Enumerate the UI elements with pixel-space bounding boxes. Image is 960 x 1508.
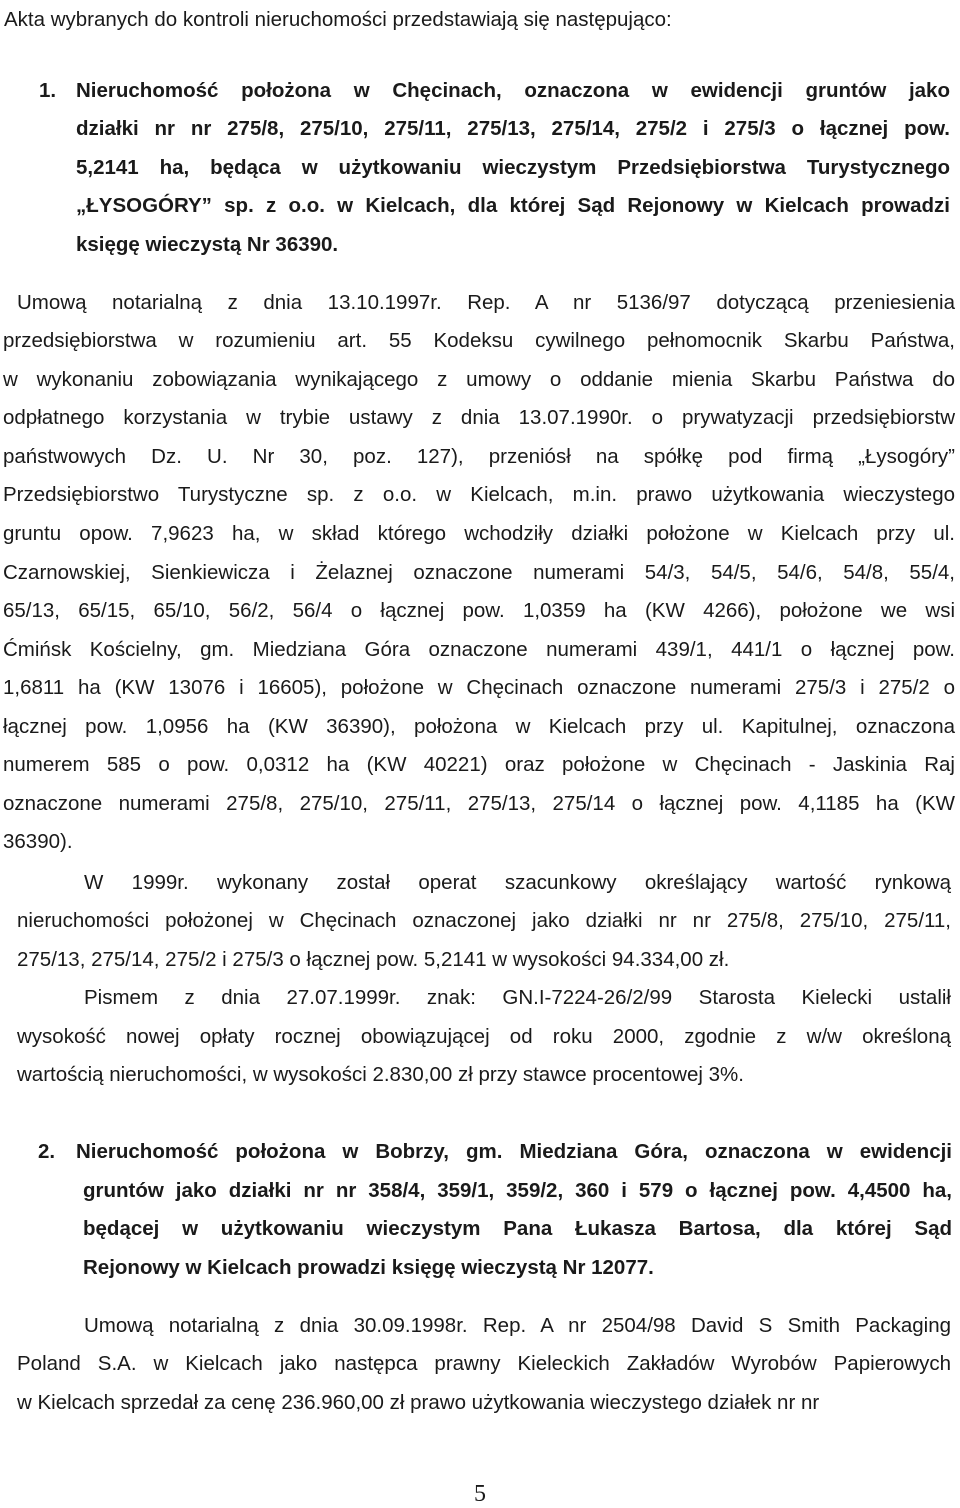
item1-heading-line: 5,2141 ha, będąca w użytkowaniu wieczystym Przedsiębiorstwa Turystycznego xyxy=(76,156,950,179)
item1-para1-line: oznaczone numerami 275/8, 275/10, 275/11, 275/13, 275/14 o łącznej pow. 4,1185 ha (KW xyxy=(3,792,955,815)
item1-para1-line: w wykonaniu zobowiązania wynikającego z umowy o oddanie mienia Skarbu Państwa do xyxy=(3,368,955,391)
item1-para1-line: 65/13, 65/15, 65/10, 56/2, 56/4 o łącznej pow. 1,0359 ha (KW 4266), położone we wsi xyxy=(3,599,955,622)
item1-para1-line: gruntu opow. 7,9623 ha, w skład którego wchodziły działki położone w Kielcach przy ul. xyxy=(3,522,955,545)
item1-para3-line: Pismem z dnia 27.07.1999r. znak: GN.I-7224-26/2/99 Starosta Kielecki ustalił xyxy=(84,986,951,1009)
item2-heading-line: Rejonowy w Kielcach prowadzi księgę wieczystą Nr 12077. xyxy=(83,1256,654,1279)
item2-para1-line: Umową notarialną z dnia 30.09.1998r. Rep. A nr 2504/98 David S Smith Packaging xyxy=(84,1314,951,1337)
item2-heading-line: będącej w użytkowaniu wieczystym Pana Łukasza Bartosa, dla której Sąd xyxy=(83,1217,952,1240)
item1-para1-line: Umową notarialną z dnia 13.10.1997r. Rep. A nr 5136/97 dotyczącą przeniesienia xyxy=(17,291,955,314)
item2-heading-line: gruntów jako działki nr nr 358/4, 359/1, 359/2, 360 i 579 o łącznej pow. 4,4500 ha, xyxy=(83,1179,952,1202)
item2-para1-line: w Kielcach sprzedał za cenę 236.960,00 zł prawo użytkowania wieczystego działek nr nr xyxy=(17,1391,820,1414)
item1-para1-line: Czarnowskiej, Sienkiewicza i Żelaznej oznaczone numerami 54/3, 54/5, 54/6, 54/8, 55/4, xyxy=(3,561,955,584)
item1-para1-line: państwowych Dz. U. Nr 30, poz. 127), przeniósł na spółkę pod firmą „Łysogóry” xyxy=(3,445,955,468)
item1-para1-line: numerem 585 o pow. 0,0312 ha (KW 40221) oraz położone w Chęcinach - Jaskinia Raj xyxy=(3,753,955,776)
item1-heading-line: księgę wieczystą Nr 36390. xyxy=(76,233,339,256)
item1-para3-line: wysokość nowej opłaty rocznej obowiązującej od roku 2000, zgodnie z w/w określoną xyxy=(17,1025,951,1048)
item1-heading-line: działki nr nr 275/8, 275/10, 275/11, 275/13, 275/14, 275/2 i 275/3 o łącznej pow. xyxy=(76,117,950,140)
page-number: 5 xyxy=(474,1481,486,1507)
item1-para2-line: nieruchomości położonej w Chęcinach oznaczonej jako działki nr nr 275/8, 275/10, 275/11, xyxy=(17,909,951,932)
item1-para2-line: 275/13, 275/14, 275/2 i 275/3 o łącznej pow. 5,2141 w wysokości 94.334,00 zł. xyxy=(17,948,730,971)
item1-para1-line: Ćmińsk Kościelny, gm. Miedziana Góra oznaczone numerami 439/1, 441/1 o łącznej pow. xyxy=(3,638,955,661)
item1-para1-line: łącznej pow. 1,0956 ha (KW 36390), położona w Kielcach przy ul. Kapitulnej, oznaczona xyxy=(3,715,955,738)
item1-para2-line: W 1999r. wykonany został operat szacunkowy określający wartość rynkową xyxy=(84,871,951,894)
item2-para1-line: Poland S.A. w Kielcach jako następca prawny Kieleckich Zakładów Wyrobów Papierowych xyxy=(17,1352,951,1375)
item1-para1-line: Przedsiębiorstwo Turystyczne sp. z o.o. w Kielcach, m.in. prawo użytkowania wieczystego xyxy=(3,483,955,506)
item1-heading-line: Nieruchomość położona w Chęcinach, oznaczona w ewidencji gruntów jako xyxy=(76,79,950,102)
item1-para1-line: przedsiębiorstwa w rozumieniu art. 55 Kodeksu cywilnego pełnomocnik Skarbu Państwa, xyxy=(3,329,955,352)
item1-number: 1. xyxy=(39,79,57,102)
item1-para1-line: 36390). xyxy=(3,830,73,853)
item2-number: 2. xyxy=(38,1140,56,1163)
item1-heading-line: „ŁYSOGÓRY” sp. z o.o. w Kielcach, dla której Sąd Rejonowy w Kielcach prowadzi xyxy=(76,194,950,217)
item1-para1-line: 1,6811 ha (KW 13076 i 16605), położone w Chęcinach oznaczone numerami 275/3 i 275/2 o xyxy=(3,676,955,699)
item2-heading-line: Nieruchomość położona w Bobrzy, gm. Miedziana Góra, oznaczona w ewidencji xyxy=(76,1140,952,1163)
item1-para1-line: odpłatnego korzystania w trybie ustawy z dnia 13.07.1990r. o prywatyzacji przedsiębiorstw xyxy=(3,406,955,429)
item1-para3-line: wartością nieruchomości, w wysokości 2.830,00 zł przy stawce procentowej 3%. xyxy=(17,1063,744,1086)
intro-text: Akta wybranych do kontroli nieruchomości przedstawiają się następująco: xyxy=(4,8,672,31)
